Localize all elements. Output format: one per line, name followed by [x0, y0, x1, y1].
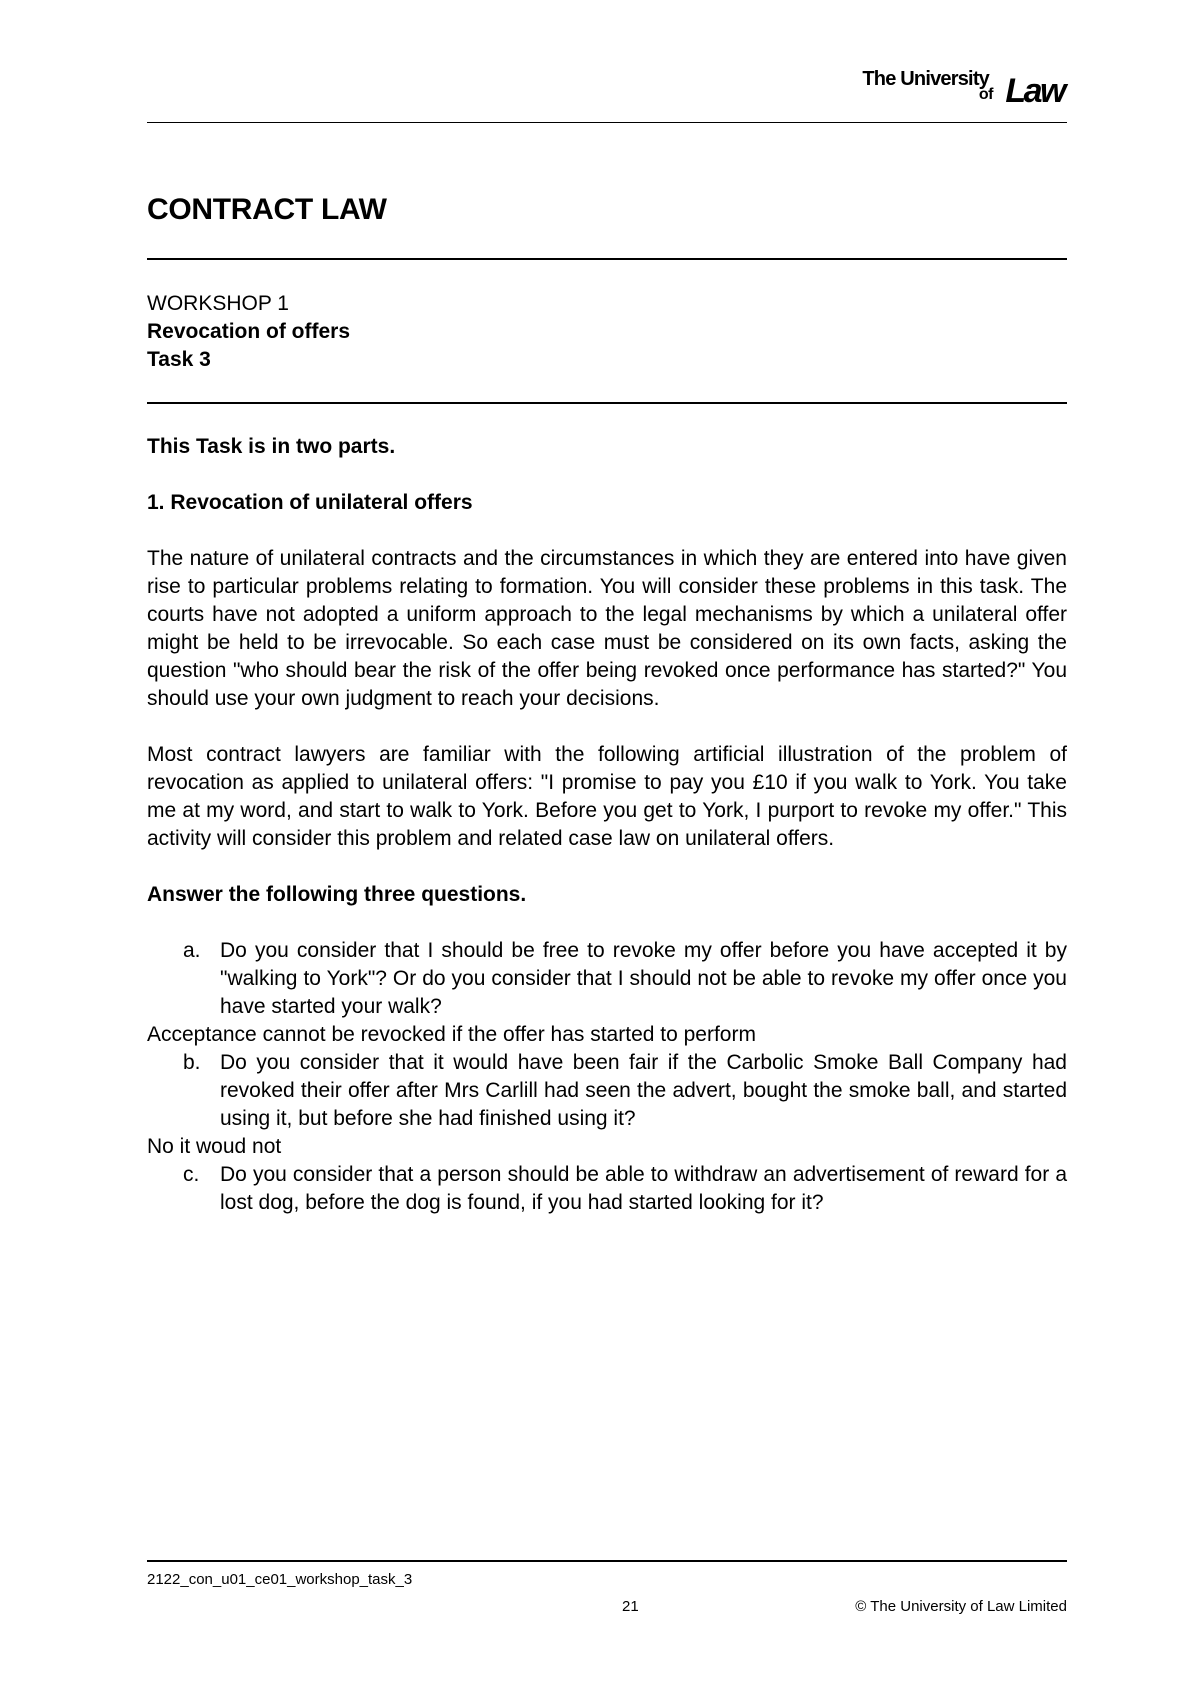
- meta-divider: [147, 402, 1067, 404]
- logo-line-3: Law: [1005, 72, 1064, 110]
- paragraph-2: Most contract lawyers are familiar with the following artificial illustration of the problem of revocation as applied to unilateral offers: "I promise to pay you £10 if you walk to York. You take me at my word, and start to walk to York. Before you get to York, I purport to revoke my offer." This activity will consider this problem and related case law on unilateral offers.: [147, 743, 1067, 850]
- question-marker: c.: [183, 1163, 200, 1186]
- paragraph-1: The nature of unilateral contracts and the circumstances in which they are entered into have given rise to particular problems relating to formation. You will consider these problems in this task. The courts have not adopted a uniform approach to the legal mechanisms by which a unilateral offer might be held to be irrevocable. So each case must be considered on its own facts, asking the question "who should bear the risk of the offer being revoked once performance has started?" You should use your own judgment to reach your decisions.: [147, 547, 1067, 710]
- university-of-law-logo: [857, 68, 1067, 110]
- copyright-notice: © The University of Law Limited: [855, 1598, 1067, 1615]
- question-item: [147, 1049, 1067, 1133]
- question-marker: b.: [183, 1051, 201, 1074]
- document-code: 2122_con_u01_ce01_workshop_task_3: [147, 1571, 413, 1588]
- topic-label: Revocation of offers: [147, 320, 351, 343]
- page-number: 21: [622, 1598, 639, 1615]
- title-divider: [147, 258, 1067, 260]
- intro-text: This Task is in two parts.: [147, 435, 396, 458]
- workshop-info: [147, 290, 350, 374]
- question-item: [147, 937, 1067, 1021]
- questions-heading: Answer the following three questions.: [147, 883, 527, 906]
- question-text: Do you consider that I should be free to revoke my offer before you have accepted it by "walking to York"? Or do you consider that I should not be able to revoke my offer once you have started your walk?: [220, 939, 1067, 1018]
- task-body: [147, 433, 1067, 1217]
- logo-line-2: of: [978, 86, 993, 103]
- question-marker: a.: [183, 939, 201, 962]
- question-list: [147, 1049, 1067, 1133]
- answer-text: No it woud not: [147, 1135, 282, 1158]
- task-label: Task 3: [147, 348, 211, 371]
- answer-text: Acceptance cannot be revocked if the offer has started to perform: [147, 1023, 756, 1046]
- logo-line-1: The University: [862, 68, 989, 90]
- question-item: [147, 1161, 1067, 1217]
- question-text: Do you consider that it would have been fair if the Carbolic Smoke Ball Company had revoked their offer after Mrs Carlill had seen the advert, bought the smoke ball, and started using it, but before she had finished using it?: [220, 1051, 1067, 1130]
- question-text: Do you consider that a person should be able to withdraw an advertisement of reward for a lost dog, before the dog is found, if you had started looking for it?: [220, 1163, 1067, 1214]
- question-list: [147, 1161, 1067, 1217]
- question-list: [147, 937, 1067, 1021]
- page-title: CONTRACT LAW: [147, 193, 387, 226]
- section-heading: 1. Revocation of unilateral offers: [147, 491, 473, 514]
- workshop-label: WORKSHOP 1: [147, 292, 289, 315]
- footer-divider: [147, 1560, 1067, 1562]
- header-divider: [147, 122, 1067, 123]
